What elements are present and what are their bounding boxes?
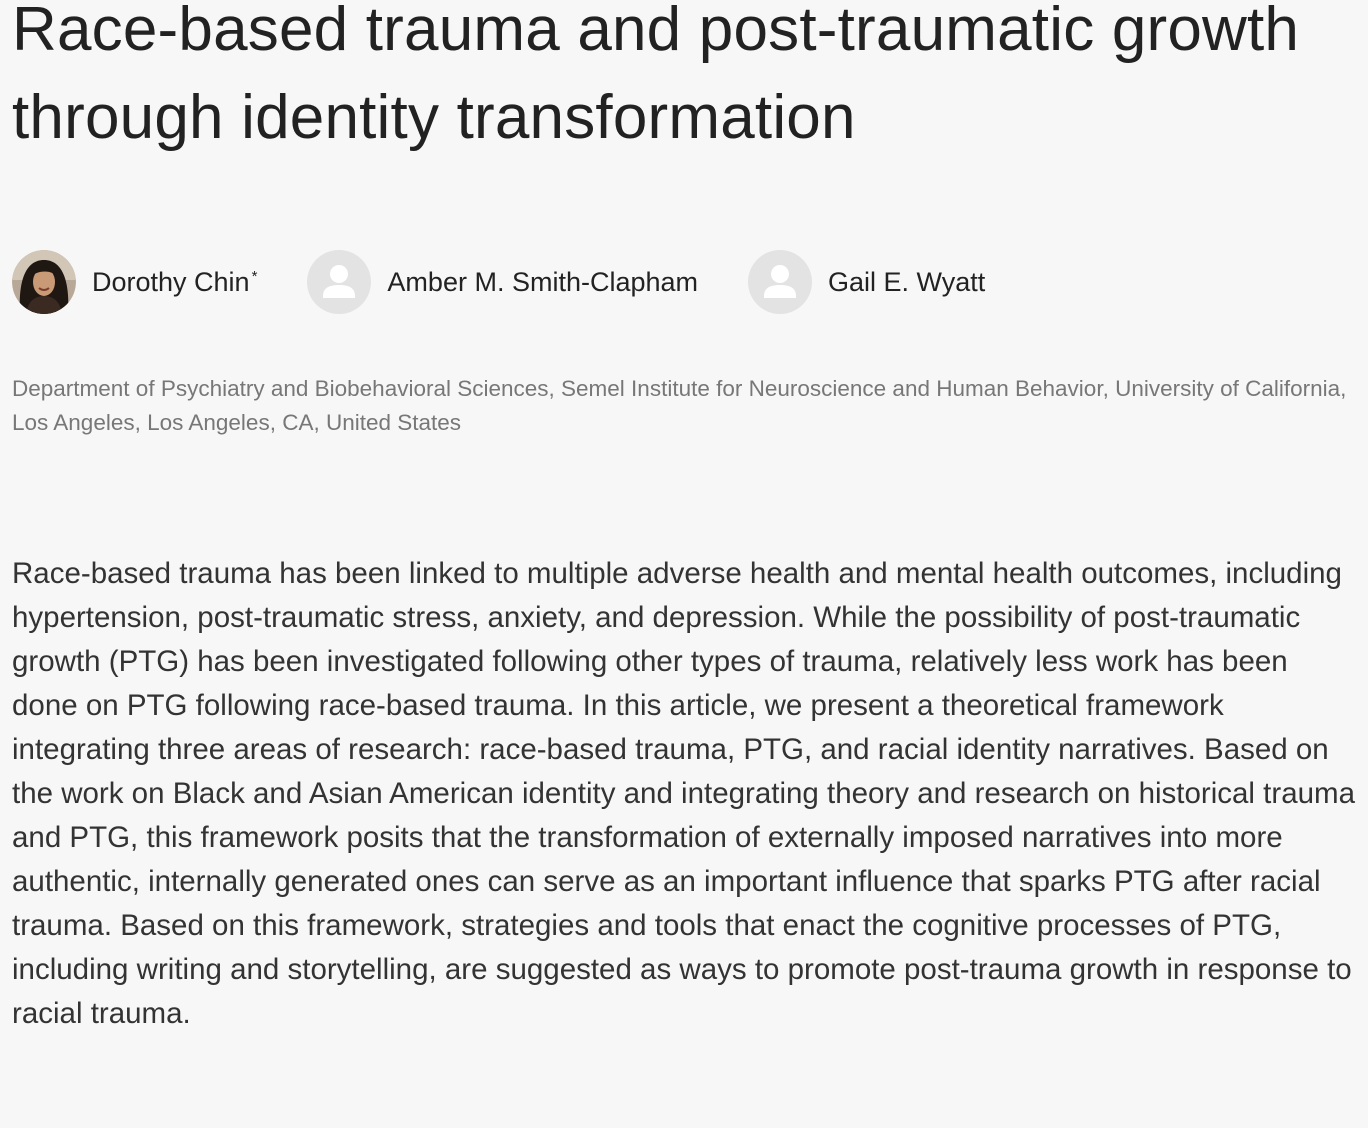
corresponding-author-marker: * xyxy=(251,267,258,285)
author-gail-wyatt[interactable] xyxy=(748,250,985,314)
person-photo-icon[interactable] xyxy=(12,250,76,314)
author-dorothy-chin[interactable] xyxy=(12,250,257,314)
author-name-label[interactable]: Dorothy Chin xyxy=(92,266,250,297)
author-amber-smith-clapham[interactable] xyxy=(307,250,698,314)
person-silhouette-icon[interactable] xyxy=(748,250,812,314)
author-affiliation: Department of Psychiatry and Biobehavioral Sciences, Semel Institute for Neuroscience and Human Behavior, University of California, Los Angeles, Los Angeles, CA, United States xyxy=(12,376,1347,435)
author-list xyxy=(12,250,1035,314)
person-silhouette-icon[interactable] xyxy=(307,250,371,314)
author-name-label[interactable]: Amber M. Smith-Clapham xyxy=(387,266,699,297)
article-title: Race-based trauma and post-traumatic growth through identity transformation xyxy=(12,0,1300,152)
abstract-text: Race-based trauma has been linked to multiple adverse health and mental health outcomes, including hypertension, post-traumatic stress, anxiety, and depression. While the possibility of post-traumatic growth (PTG) has been investigated following other types of trauma, relatively less work has been done on PTG following race-based trauma. In this article, we present a theoretical framework integrating three areas of research: race-based trauma, PTG, and racial identity narratives. Based on the work on Black and Asian American identity and integrating theory and research on historical trauma and PTG, this framework posits that the transformation of externally imposed narratives into more authentic, internally generated ones can serve as an important influence that sparks PTG after racial trauma. Based on this framework, strategies and tools that enact the cognitive processes of PTG, including writing and storytelling, are suggested as ways to promote post-trauma growth in response to racial trauma. xyxy=(12,557,1355,1030)
author-name-label[interactable]: Gail E. Wyatt xyxy=(828,266,986,297)
